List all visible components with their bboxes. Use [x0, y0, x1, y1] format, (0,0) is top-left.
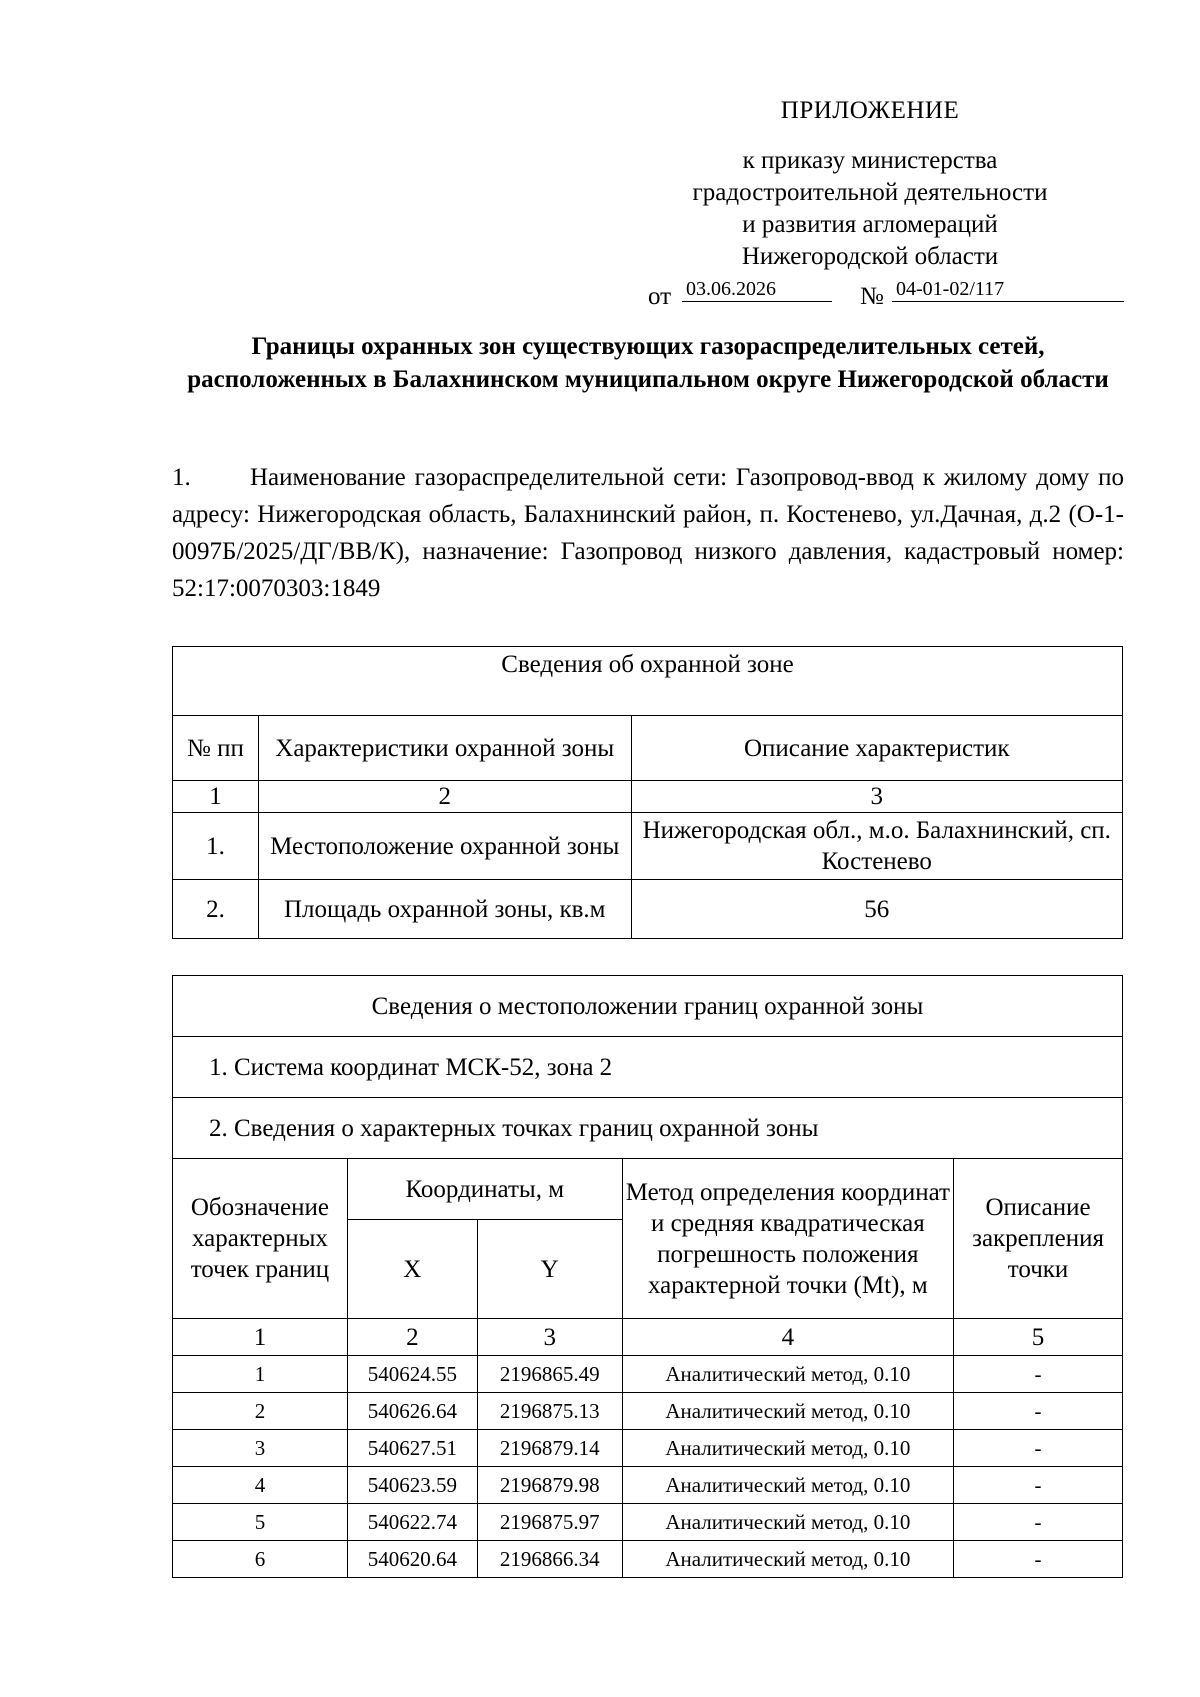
point-id: 1: [173, 1356, 348, 1393]
paragraph-number: 1.: [172, 464, 191, 491]
column-header: Описание характеристик: [631, 716, 1122, 781]
row-number: 1.: [173, 813, 259, 880]
point-x: 540626.64: [347, 1393, 477, 1430]
coordinates-header: Координаты, м: [347, 1159, 622, 1220]
point-y: 2196865.49: [477, 1356, 622, 1393]
table-row: [173, 1393, 1123, 1430]
point-method: Аналитический метод, 0.10: [622, 1504, 953, 1541]
table-row: [173, 1504, 1123, 1541]
boundary-points-table: [172, 975, 1123, 1578]
appendix-title: ПРИЛОЖЕНИЕ: [780, 97, 960, 124]
point-method: Аналитический метод, 0.10: [622, 1356, 953, 1393]
point-method: Аналитический метод, 0.10: [622, 1393, 953, 1430]
table-row: [173, 880, 1123, 939]
point-fixing: -: [954, 1430, 1123, 1467]
appendix-line: Нижегородской области: [741, 243, 999, 270]
index-cell: 4: [622, 1319, 953, 1356]
table-row: [173, 1430, 1123, 1467]
point-x: 540627.51: [347, 1430, 477, 1467]
point-id: 6: [173, 1541, 348, 1578]
appendix-header: [640, 95, 1100, 273]
characteristic-value: 56: [631, 880, 1122, 939]
coordinate-system: 1. Система координат МСК-52, зона 2: [173, 1037, 1123, 1098]
number-label: №: [860, 283, 884, 310]
point-method: Аналитический метод, 0.10: [622, 1430, 953, 1467]
designation-header: Обозначение характерных точек границ: [173, 1159, 348, 1319]
point-fixing: -: [954, 1467, 1123, 1504]
index-cell: 1: [173, 781, 259, 813]
point-id: 5: [173, 1504, 348, 1541]
point-method: Аналитический метод, 0.10: [622, 1541, 953, 1578]
point-x: 540624.55: [347, 1356, 477, 1393]
point-y: 2196879.14: [477, 1430, 622, 1467]
x-header: X: [347, 1220, 477, 1319]
characteristic-name: Площадь охранной зоны, кв.м: [258, 880, 631, 939]
fixing-header: Описание закрепления точки: [954, 1159, 1123, 1319]
point-method: Аналитический метод, 0.10: [622, 1467, 953, 1504]
method-header: Метод определения координат и средняя квадратическая погрешность положения характерной точки (Mt), м: [622, 1159, 953, 1319]
characteristic-value: Нижегородская обл., м.о. Балахнинский, сп. Костенево: [631, 813, 1122, 880]
document-title: Границы охранных зон существующих газораспределительных сетей, расположенных в Балахнинском муниципальном округе Нижегородской области: [187, 333, 1109, 393]
order-reference: [648, 277, 1124, 309]
index-cell: 2: [258, 781, 631, 813]
zone-info-header: Сведения об охранной зоне: [173, 647, 1123, 716]
point-y: 2196875.97: [477, 1504, 622, 1541]
index-cell: 3: [477, 1319, 622, 1356]
point-y: 2196875.13: [477, 1393, 622, 1430]
paragraph-text: Наименование газораспределительной сети: Газопровод-ввод к жилому дому по адресу: Нижегородская область, Балахнинский район, п. Костенево, ул.Дачная, д.2 (О-1-0097Б/2025/ДГ/ВВ/К), назначение: Газопровод низкого давления, кадастровый номер: 52:17:0070303:1849: [172, 464, 1124, 602]
appendix-line: и развития агломераций: [742, 211, 998, 238]
point-fixing: -: [954, 1504, 1123, 1541]
index-cell: 2: [347, 1319, 477, 1356]
order-number: 04-01-02/117: [892, 277, 1124, 302]
point-x: 540622.74: [347, 1504, 477, 1541]
table-row: [173, 1356, 1123, 1393]
column-header: Характеристики охранной зоны: [258, 716, 631, 781]
point-fixing: -: [954, 1541, 1123, 1578]
point-x: 540620.64: [347, 1541, 477, 1578]
boundary-info-header: Сведения о местоположении границ охранной зоны: [173, 976, 1123, 1037]
index-cell: 3: [631, 781, 1122, 813]
point-fixing: -: [954, 1356, 1123, 1393]
column-header: № пп: [173, 716, 259, 781]
point-id: 2: [173, 1393, 348, 1430]
appendix-line: к приказу министерства: [742, 147, 998, 174]
point-id: 3: [173, 1430, 348, 1467]
point-x: 540623.59: [347, 1467, 477, 1504]
from-label: от: [648, 283, 672, 310]
zone-info-table: [172, 646, 1123, 939]
appendix-line: градостроительной деятельности: [692, 179, 1048, 206]
point-id: 4: [173, 1467, 348, 1504]
characteristic-name: Местоположение охранной зоны: [258, 813, 631, 880]
table-row: [173, 1467, 1123, 1504]
index-cell: 1: [173, 1319, 348, 1356]
point-y: 2196879.98: [477, 1467, 622, 1504]
point-fixing: -: [954, 1393, 1123, 1430]
point-y: 2196866.34: [477, 1541, 622, 1578]
row-number: 2.: [173, 880, 259, 939]
table-row: [173, 813, 1123, 880]
table-row: [173, 1541, 1123, 1578]
index-cell: 5: [954, 1319, 1123, 1356]
order-date: 03.06.2026: [682, 277, 832, 302]
points-header: 2. Сведения о характерных точках границ охранной зоны: [173, 1098, 1123, 1159]
network-description: [172, 459, 1124, 607]
y-header: Y: [477, 1220, 622, 1319]
